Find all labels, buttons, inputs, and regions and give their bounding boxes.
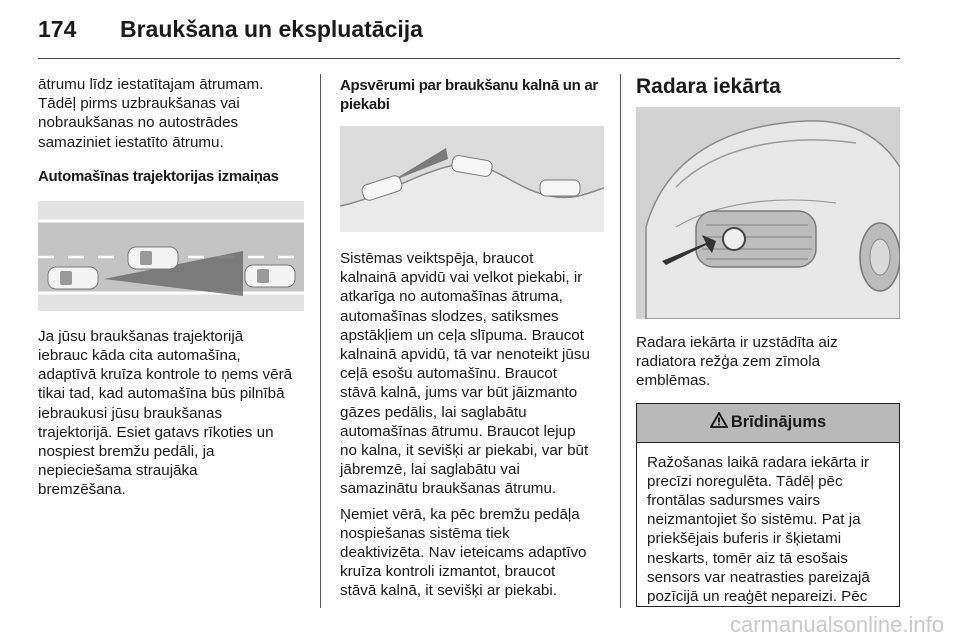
hill-driving-paragraph-2: Ņemiet vērā, ka pēc bremžu pedāļa nospiešanas sistēma tiek deaktivizēta. Nav ieteicams adaptīvo kruīza kontroli izmantot, braucot stāvā kalnā, it sevišķi ar piekabi.: [340, 505, 587, 600]
lane-change-paragraph: Ja jūsu braukšanas trajektorijā iebrauc kāda cita automašīna, adaptīvā kruīza kontrole to ņems vērā tikai tad, kad automašīna būs pilnībā iebraukusi jūsu braukšanas trajektorijā. Esiet gatavs rīkoties un nospiest bremžu pedāli, ja nepieciešama straujāka bremzēšana.: [38, 327, 293, 499]
intro-paragraph: ātrumu līdz iestatītajam ātrumam. Tādēļ pirms uzbraukšanas vai nobraukšanas no autostrādes samaziniet iestatīto ātrumu.: [38, 76, 264, 151]
chapter-title: Braukšana un ekspluatācija: [120, 16, 423, 42]
warning-triangle-icon: [710, 412, 728, 433]
warning-text: Ražošanas laikā radara iekārta ir precīzi noregulēta. Tādēļ pēc frontālas sadursmes vairs neizmantojiet šo sistēmu. Pat ja priekšējais buferis ir šķietami neskarts, tomēr aiz tā esošais sensors var neatrasties pareizajā pozīcijā un reaģēt nepareizi. Pēc: [647, 453, 870, 606]
radar-location-illustration: [636, 107, 900, 319]
radar-paragraph: Radara iekārta ir uzstādīta aiz radiatora režģa zem zīmola emblēmas.: [636, 334, 838, 390]
warning-box: [636, 403, 900, 608]
column-1: [38, 74, 304, 500]
hill-driving-heading: Apsvērumi par braukšanu kalnā un ar piekabi: [340, 77, 598, 113]
page-number: 174: [38, 16, 77, 42]
lane-change-heading: Automašīnas trajektorijas izmaiņas: [38, 167, 279, 185]
warning-title: Brīdinājums: [730, 413, 827, 432]
header-rule: [38, 58, 900, 59]
warning-header: [637, 404, 899, 443]
watermark: carmanualsonline.info: [729, 612, 944, 637]
column-divider-right: [620, 74, 621, 608]
radar-heading: Radara iekārta: [636, 75, 781, 98]
column-divider-left: [320, 74, 321, 608]
column-2: [340, 74, 604, 601]
hill-driving-illustration: [340, 126, 604, 232]
lane-change-illustration: [38, 201, 304, 311]
hill-driving-paragraph-1: Sistēmas veiktspēja, braucot kalnainā apvidū vai velkot piekabi, ir atkarīga no automašīnas ātruma, automašīnas slodzes, satiksmes apstākļiem un ceļa slīpuma. Braucot kalnainā apvidū, tā var nenoteikt jūsu ceļā esošu automašīnu. Braucot stāvā kalnā, jums var būt jāizmanto gāzes pedālis, lai saglabātu automašīnas ātrumu. Braucot lejup no kalna, it sevišķi ar piekabi, var būt jābremzē, lai saglabātu vai samazinātu braukšanas ātrumu.: [340, 250, 590, 498]
column-3: [636, 74, 900, 607]
